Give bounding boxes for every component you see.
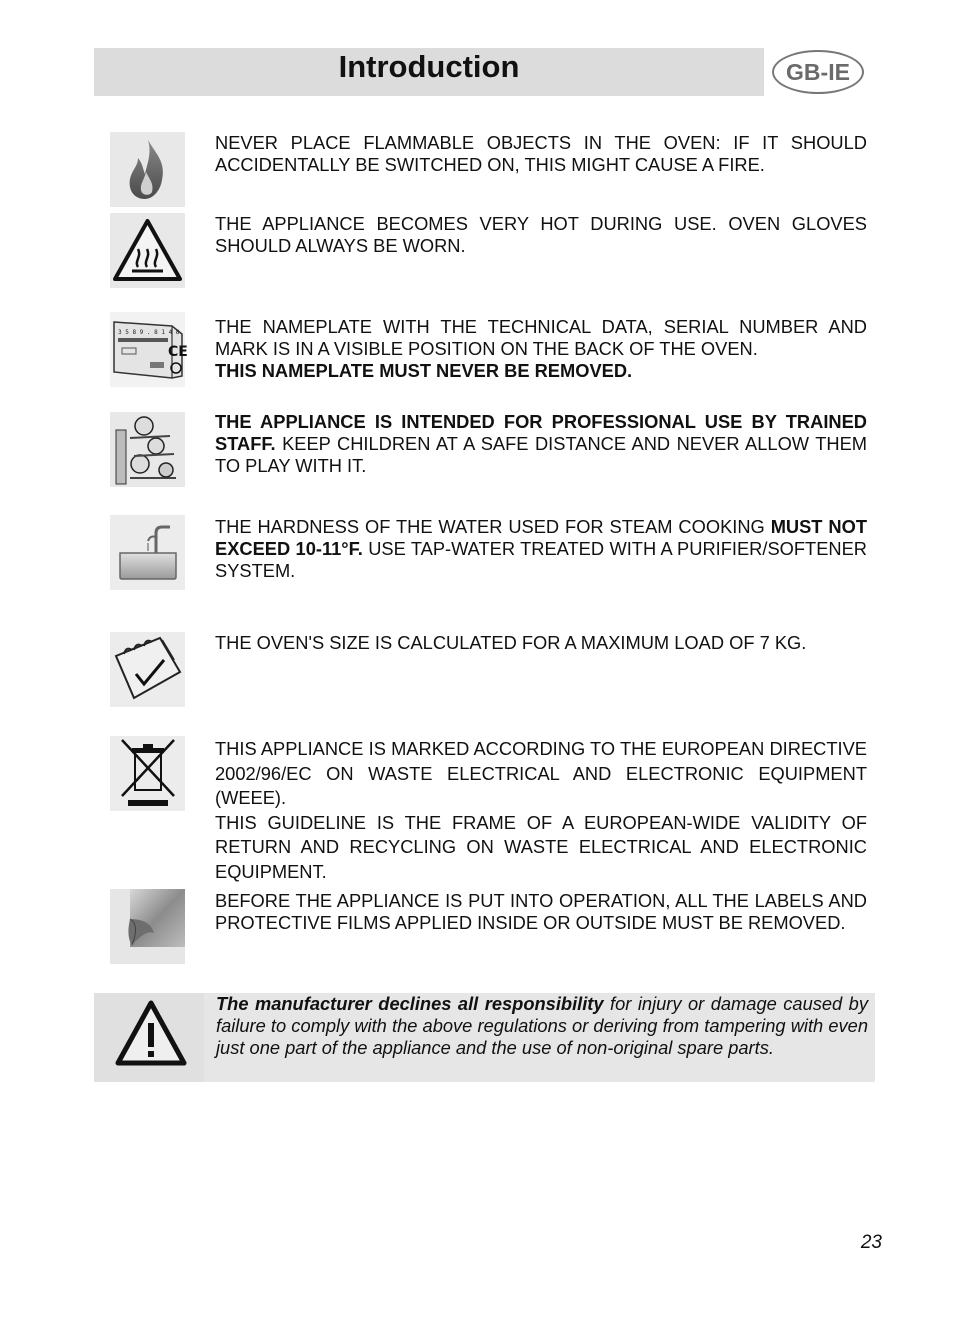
water-text-a: THE HARDNESS OF THE WATER USED FOR STEAM COOKING — [215, 516, 771, 537]
water-bold-text: MUST NOT EXCEED 10-11°F. — [215, 516, 867, 559]
disclaimer-bold-text: The manufacturer declines all responsibility — [216, 993, 604, 1014]
header-bar — [94, 48, 764, 96]
warning-text-nameplate — [215, 316, 867, 382]
nameplate-bold-text: THIS NAMEPLATE MUST NEVER BE REMOVED. — [215, 360, 633, 381]
warning-text-load: THE OVEN'S SIZE IS CALCULATED FOR A MAXIMUM LOAD OF 7 KG. — [215, 632, 807, 653]
warning-text-water-hardness — [215, 516, 867, 582]
water-tap-icon — [110, 515, 185, 590]
crossed-bin-icon — [110, 736, 185, 811]
language-badge: GB-IE — [772, 50, 864, 94]
svg-text:CE: CE — [168, 344, 188, 360]
warning-text-hot: THE APPLIANCE BECOMES VERY HOT DURING USE. OVEN GLOVES SHOULD ALWAYS BE WORN. — [215, 213, 867, 256]
flame-icon — [110, 132, 185, 207]
nameplate-text: THE NAMEPLATE WITH THE TECHNICAL DATA, SERIAL NUMBER AND MARK IS IN A VISIBLE POSITION ON THE BACK OF THE OVEN. — [215, 316, 867, 359]
children-icon — [110, 412, 185, 487]
warning-text-weee — [215, 737, 867, 884]
professional-bold-text: THE APPLIANCE IS INTENDED FOR PROFESSIONAL USE BY TRAINED STAFF. — [215, 411, 867, 454]
disclaimer-box — [94, 993, 875, 1082]
warning-text-films: BEFORE THE APPLIANCE IS PUT INTO OPERATION, ALL THE LABELS AND PROTECTIVE FILMS APPLIED INSIDE OR OUTSIDE MUST BE REMOVED. — [215, 890, 867, 933]
notepad-check-icon — [110, 632, 185, 707]
disclaimer-body-text: for injury or damage caused by failure to comply with the above regulations or deriving from tampering with even just one part of the appliance and the use of non-original spare parts. — [216, 993, 868, 1058]
warning-text-flammable: NEVER PLACE FLAMMABLE OBJECTS IN THE OVEN: IF IT SHOULD ACCIDENTALLY BE SWITCHED ON, THIS MIGHT CAUSE A FIRE. — [215, 132, 867, 175]
page-title: Introduction — [338, 49, 520, 84]
disclaimer-text — [216, 993, 868, 1059]
hot-surface-warning-icon — [110, 213, 185, 288]
peel-film-icon — [110, 889, 185, 964]
professional-text: KEEP CHILDREN AT A SAFE DISTANCE AND NEVER ALLOW THEM TO PLAY WITH IT. — [215, 433, 867, 476]
warning-triangle-icon — [94, 993, 204, 1082]
nameplate-icon — [110, 312, 188, 387]
water-text-b: USE TAP-WATER TREATED WITH A PURIFIER/SOFTENER SYSTEM. — [215, 538, 867, 581]
weee-text-1: THIS APPLIANCE IS MARKED ACCORDING TO THE EUROPEAN DIRECTIVE 2002/96/EC ON WASTE ELECTRICAL AND ELECTRONIC EQUIPMENT (WEEE). — [215, 738, 867, 808]
warning-text-professional — [215, 411, 867, 477]
page-number: 23 — [860, 1232, 882, 1253]
weee-text-2: THIS GUIDELINE IS THE FRAME OF A EUROPEAN-WIDE VALIDITY OF RETURN AND RECYCLING ON WASTE ELECTRICAL AND ELECTRONIC EQUIPMENT. — [215, 811, 867, 882]
svg-text:3 5 8 9 . 8 1 4 8: 3 5 8 9 . 8 1 4 8 — [118, 329, 180, 336]
